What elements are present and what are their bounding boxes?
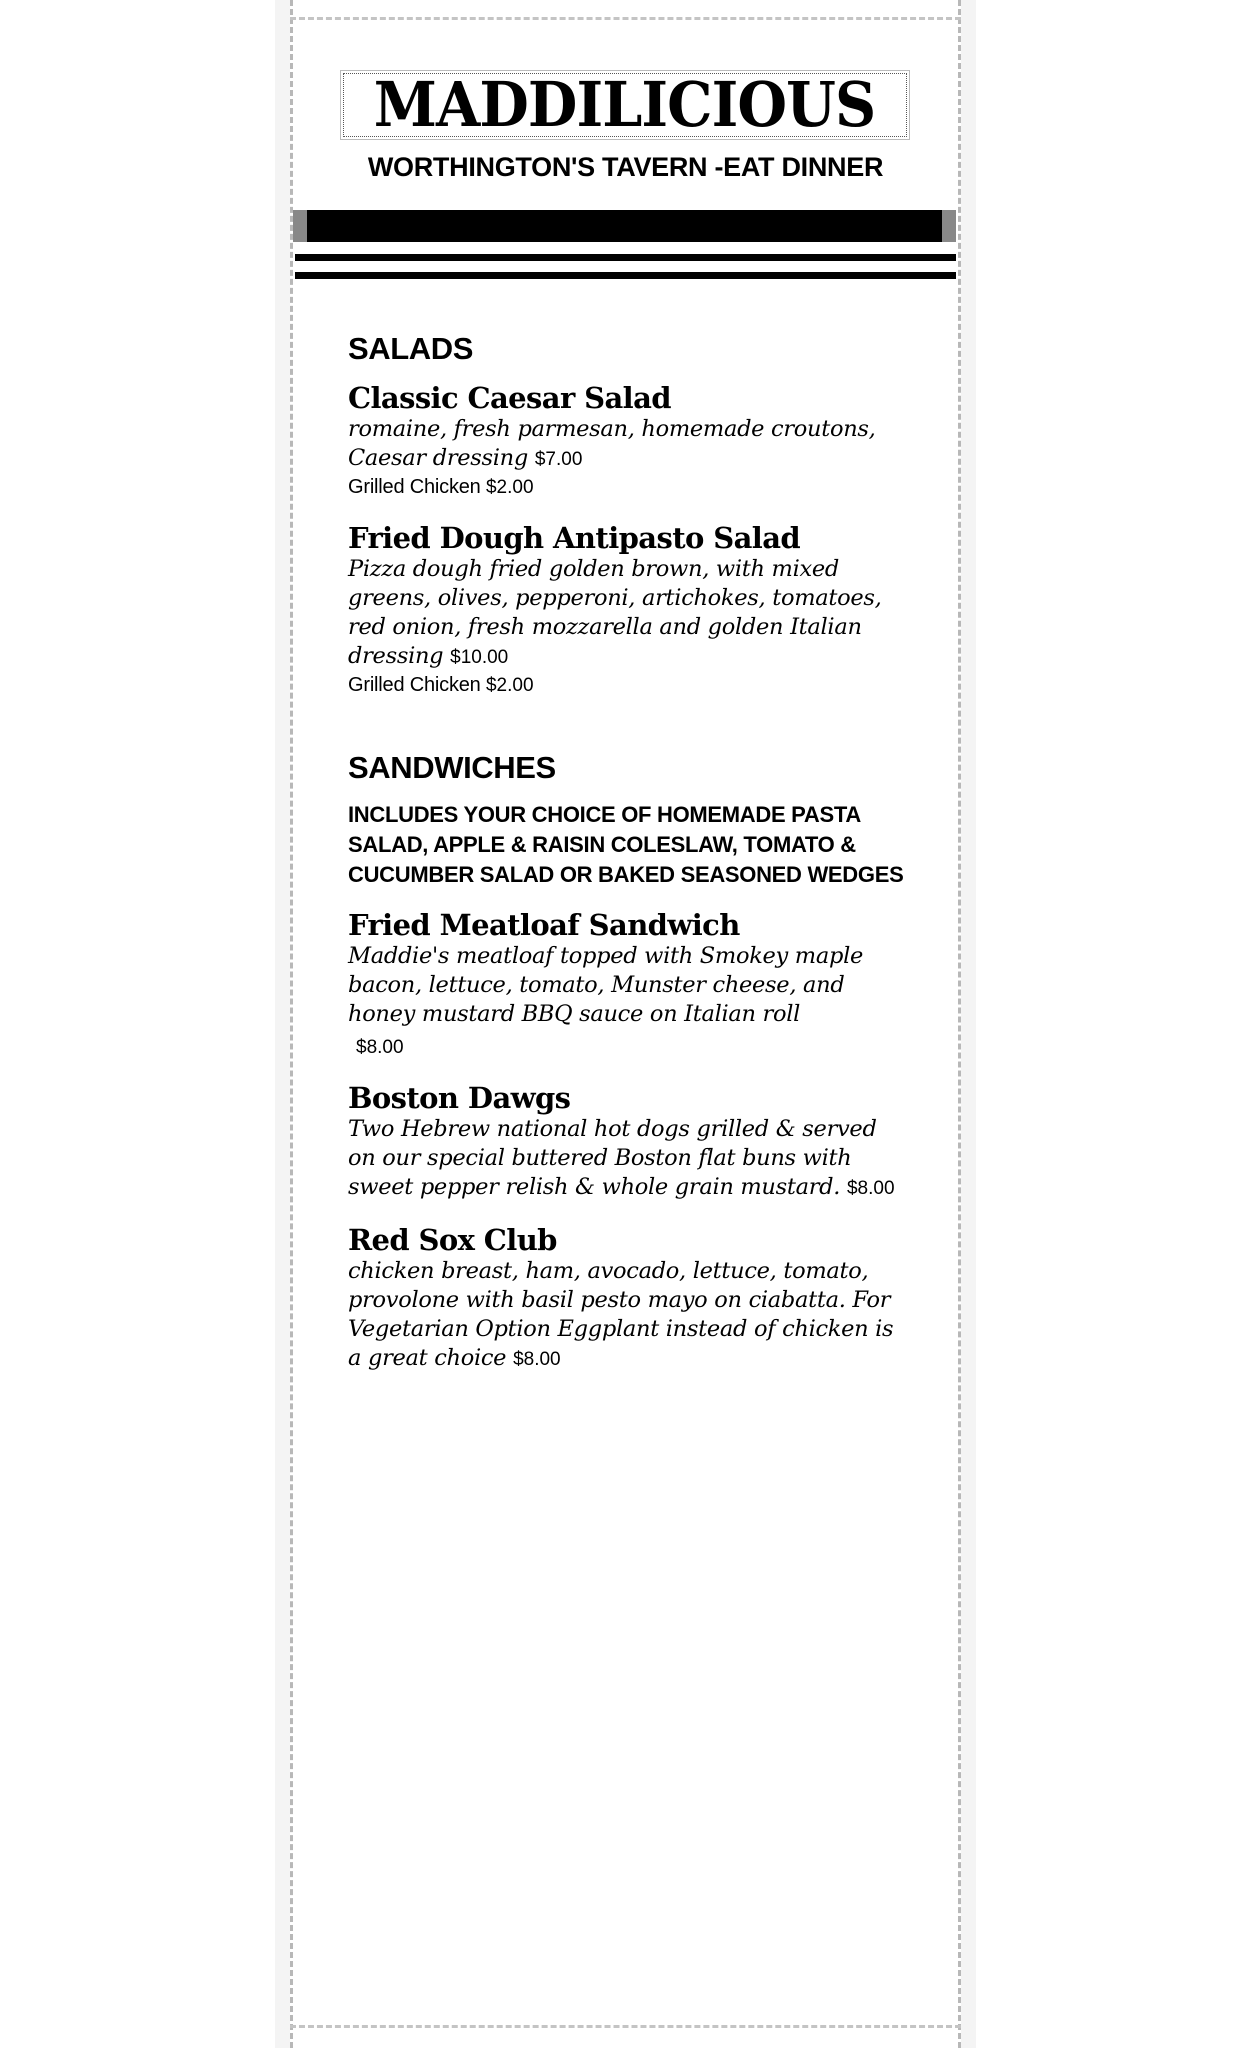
section-note-sides: INCLUDES YOUR CHOICE OF HOMEMADE PASTA SALAD, APPLE & RAISIN COLESLAW, TOMATO & CUCUMBER SALAD OR BAKED SEASONED WEDGES [348, 802, 904, 888]
header-rule-1 [295, 254, 956, 261]
addon-price: $2.00 [485, 675, 534, 697]
item-price: $10.00 [450, 647, 509, 669]
item-name: Boston Dawgs [348, 1081, 571, 1116]
addon-price: $2.00 [485, 477, 534, 499]
item-name: Fried Meatloaf Sandwich [348, 908, 740, 943]
menu-item-fried-dough-antipasto-salad [348, 521, 908, 699]
item-addon: Grilled Chicken $2.00 [348, 476, 534, 499]
menu-subtitle: WORTHINGTON'S TAVERN -EAT DINNER [367, 152, 884, 182]
header-band-thick [295, 210, 956, 242]
menu-content [348, 330, 908, 1394]
header-band-edge-left [293, 210, 307, 242]
item-name: Classic Caesar Salad [348, 381, 671, 416]
menu-item-boston-dawgs [348, 1081, 908, 1203]
item-description: Two Hebrew national hot dogs grilled & served on our special buttered Boston flat buns with sweet pepper relish & whole grain mustard. $8.00 [348, 1116, 895, 1201]
menu-item-classic-caesar-salad [348, 381, 908, 501]
item-description: Pizza dough fried golden brown, with mixed greens, olives, pepperoni, artichokes, tomatoes, red onion, fresh mozzarella and golden Italian dressing $10.00 [348, 556, 882, 670]
menu-page [275, 0, 976, 2048]
item-description: Maddie's meatloaf topped with Smokey maple bacon, lettuce, tomato, Munster cheese, and honey mustard BBQ sauce on Italian roll [348, 943, 863, 1028]
section-title-sandwiches: SANDWICHES [348, 750, 556, 786]
item-price: $7.00 [534, 449, 583, 471]
header-band-edge-right [942, 210, 956, 242]
top-dashed-border [290, 17, 961, 20]
section-title-salads: SALADS [348, 331, 474, 366]
menu-item-red-sox-club [348, 1223, 908, 1374]
section-spacer [348, 719, 908, 749]
menu-item-fried-meatloaf-sandwich [348, 908, 908, 1061]
item-name: Red Sox Club [348, 1223, 557, 1258]
item-description: romaine, fresh parmesan, homemade croutons, Caesar dressing $7.00 [348, 416, 876, 472]
header-rule-2 [295, 272, 956, 279]
item-price: $8.00 [356, 1037, 404, 1059]
sandwiches-section [348, 749, 908, 1374]
title-frame [343, 68, 907, 141]
bottom-dashed-border [290, 2025, 961, 2028]
menu-title: MADDILICIOUS [374, 68, 876, 141]
item-addon: Grilled Chicken $2.00 [348, 674, 534, 697]
item-name: Fried Dough Antipasto Salad [348, 521, 801, 556]
item-price: $8.00 [846, 1178, 895, 1200]
item-price: $8.00 [513, 1349, 561, 1371]
item-description: chicken breast, ham, avocado, lettuce, tomato, provolone with basil pesto mayo on ciabatta. For Vegetarian Option Eggplant instead of chicken is a great choice $8.00 [348, 1258, 894, 1372]
salads-section [348, 330, 908, 699]
